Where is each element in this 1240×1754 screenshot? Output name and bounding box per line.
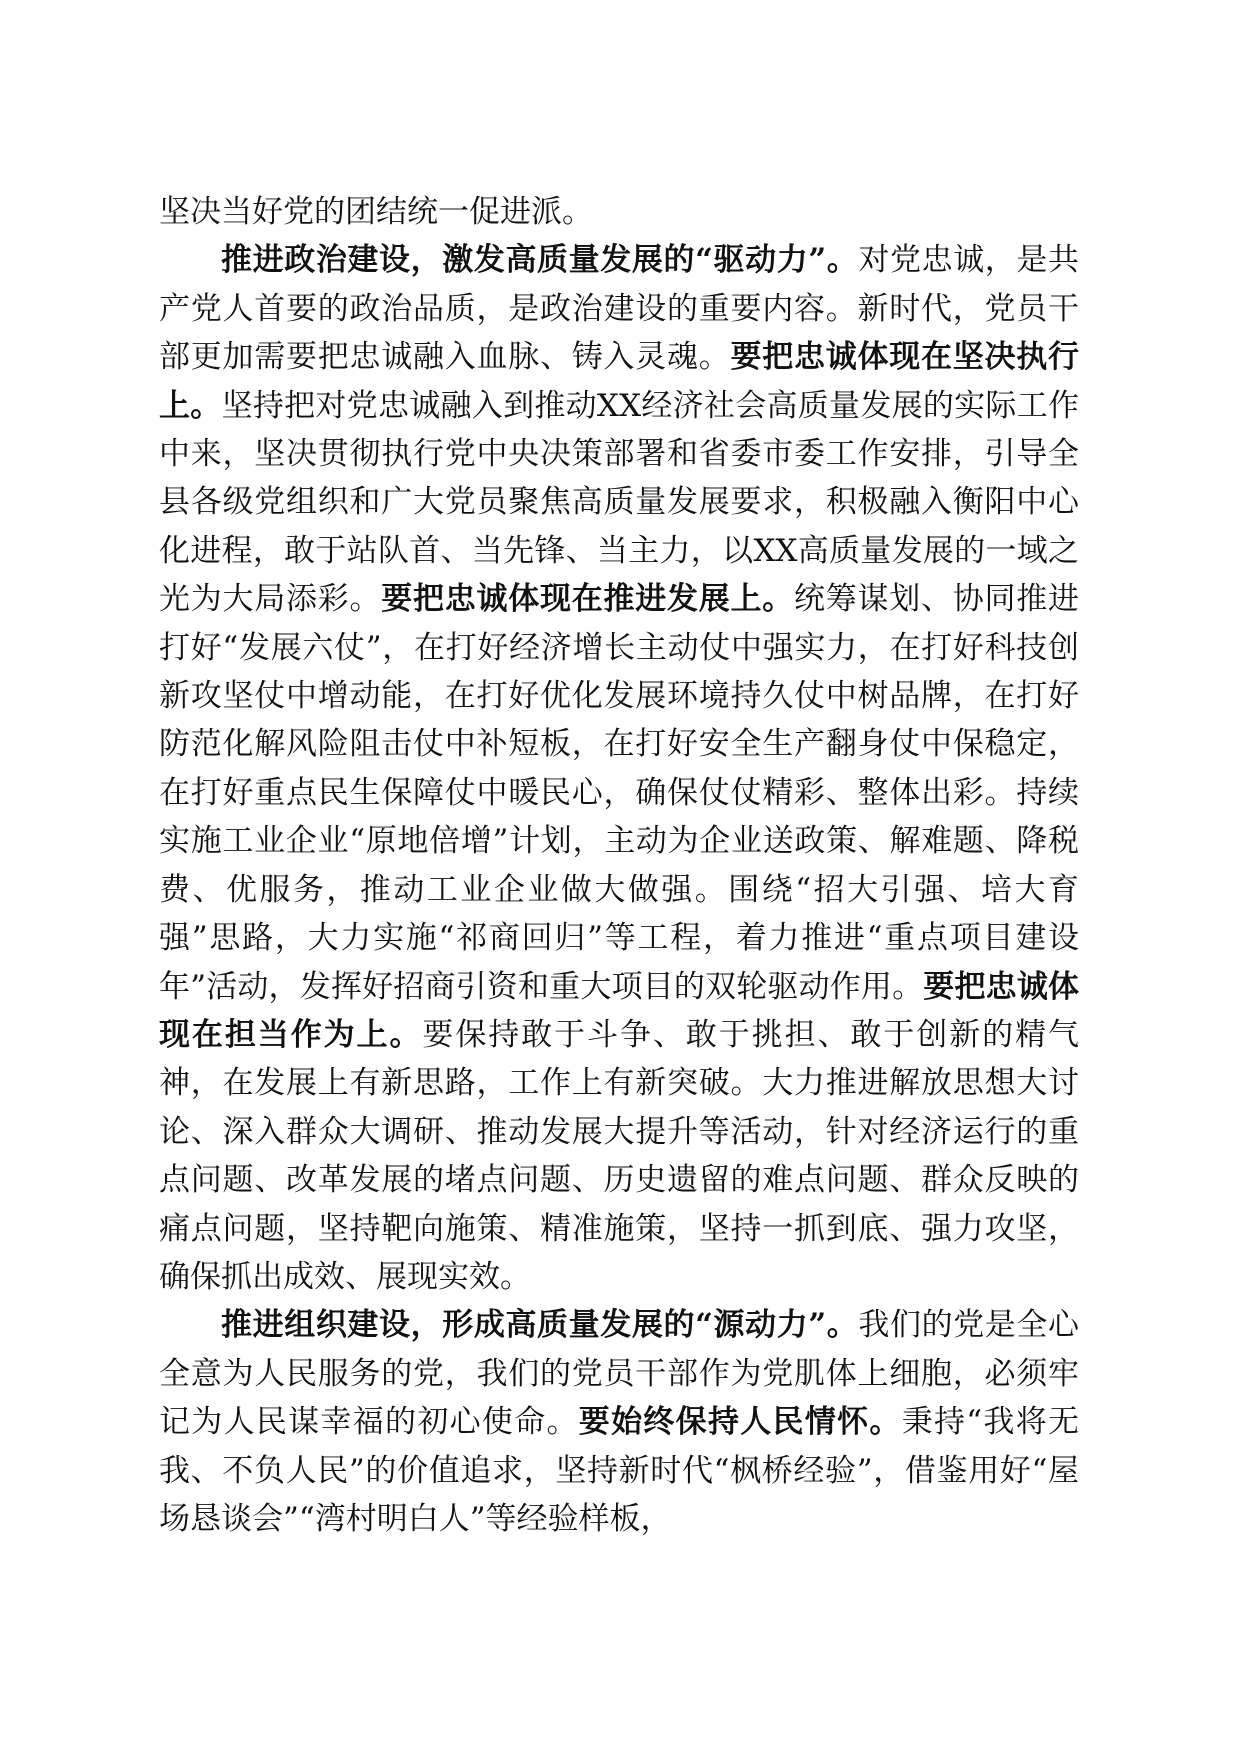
paragraph-text: 对党忠诚，是共产党人首要的政治品质，是政治建设的重要内容。新时代，党员干部更加需要把忠诚融入血脉、铸入灵魂。 — [159, 242, 1080, 376]
bold-subheading: 要始终保持人民情怀。 — [578, 1404, 902, 1441]
paragraph-organization-building — [159, 1301, 1079, 1543]
paragraph-text: 要保持敢于斗争、敢于挑担、敢于创新的精气神，在发展上有新思路，工作上有新突破。大力推进解放思想大讨论、深入群众大调研、推动发展大提升等活动，针对经济运行的重点问题、改革发展的堵点问题、历史遗留的难点问题、群众反映的痛点问题，坚持靶向施策、精准施策，坚持一抓到底、强力攻坚，确保抓出成效、展现实效。 — [159, 1016, 1080, 1295]
paragraph-text: 坚持把对党忠诚融入到推动XX经济社会高质量发展的实际工作中来，坚决贯彻执行党中央决策部署和省委市委工作安排，引导全县各级党组织和广大党员聚焦高质量发展要求，积极融入衡阳中心化进程，敢于站队首、当先锋、当主力，以XX高质量发展的一域之光为大局添彩。 — [159, 387, 1079, 618]
paragraph-text: 我们的党是全心全意为人民服务的党，我们的党员干部作为党肌体上细胞，必须牢记为人民谋幸福的初心使命。 — [159, 1307, 1080, 1441]
paragraph-1 — [159, 188, 1079, 236]
bold-subheading: 要把忠诚体现在推进发展上。 — [381, 581, 794, 618]
section-heading: 推进政治建设，激发高质量发展的“驱动力”。 — [221, 242, 859, 279]
bold-subheading: 要把忠诚体现在担当作为上。 — [159, 968, 1079, 1053]
paragraph-political-building — [159, 236, 1079, 1301]
bold-subheading: 要把忠诚体现在坚决执行上。 — [159, 339, 1079, 424]
paragraph-text: 秉持“我将无我、不负人民”的价值追求，坚持新时代“枫桥经验”，借鉴用好“屋场恳谈会”“湾村明白人”等经验样板， — [159, 1404, 1079, 1537]
document-page — [159, 188, 1079, 1543]
paragraph-text: 坚决当好党的团结统一促进派。 — [159, 194, 593, 230]
paragraph-text: 统筹谋划、协同推进打好“发展六仗”，在打好经济增长主动仗中强实力，在打好科技创新攻坚仗中增动能，在打好优化发展环境持久仗中树品牌，在打好防范化解风险阻击仗中补短板，在打好安全生产翻身仗中保稳定，在打好重点民生保障仗中暖民心，确保仗仗精彩、整体出彩。持续实施工业企业“原地倍增”计划，主动为企业送政策、解难题、降税费、优服务，推动工业企业做大做强。围绕“招大引强、培大育强”思路，大力实施“祁商回归”等工程，着力推进“重点项目建设年”活动，发挥好招商引资和重大项目的双轮驱动作用。 — [159, 581, 1079, 1005]
section-heading: 推进组织建设，形成高质量发展的“源动力”。 — [221, 1307, 859, 1344]
